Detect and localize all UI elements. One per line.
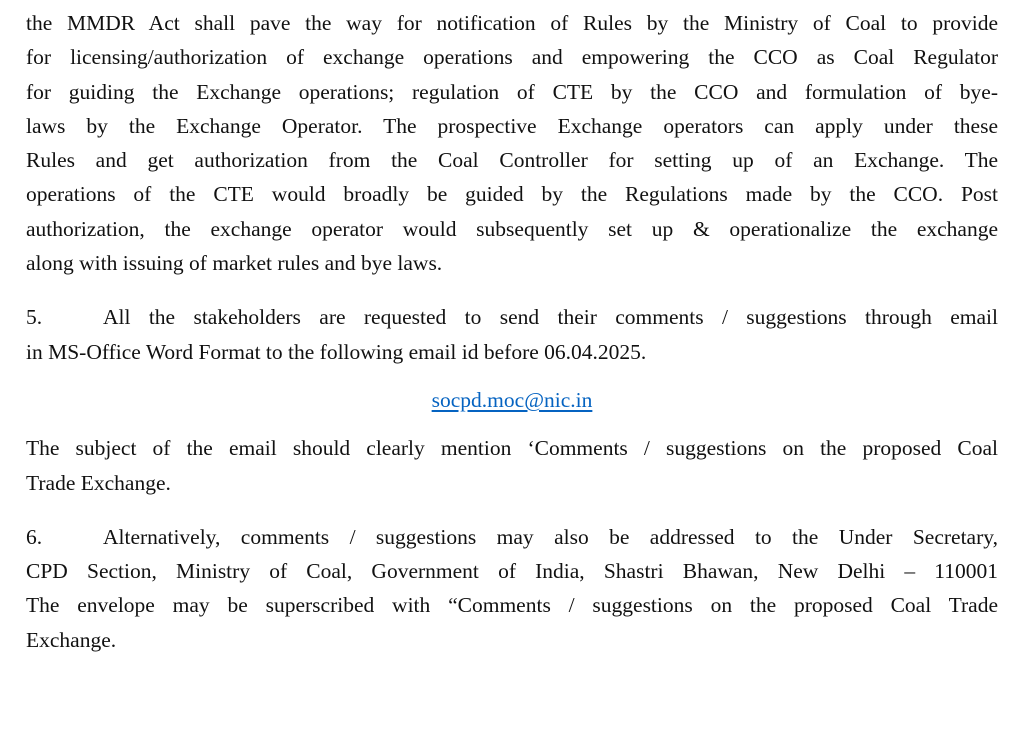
text-line: authorization, the exchange operator would subsequently set up & operationalize the exchange [26, 216, 998, 241]
text-line: along with issuing of market rules and bye laws. [26, 251, 443, 276]
paragraph-number: 5. [26, 305, 43, 330]
paragraph-5 [26, 300, 998, 369]
text-line: Trade Exchange. [26, 470, 171, 495]
paragraph-6-line-1: Alternatively, comments / suggestions may also be addressed to the Under Secretary, [103, 524, 998, 549]
paragraph-6-line-3: The envelope may be superscribed with “Comments / suggestions on the proposed Coal Trade [26, 593, 998, 618]
email-container [26, 383, 998, 417]
text-line: The subject of the email should clearly mention ‘Comments / suggestions on the proposed Coal [26, 436, 998, 461]
spacer [26, 500, 998, 520]
email-link[interactable]: socpd.moc@nic.in [431, 387, 593, 412]
subject-paragraph [26, 431, 998, 500]
paragraph-6 [26, 520, 998, 657]
paragraph-6-line-2: CPD Section, Ministry of Coal, Government of India, Shastri Bhawan, New Delhi – 110001 [26, 559, 998, 584]
paragraph-5-line-2: in MS-Office Word Format to the following email id before 06.04.2025. [26, 339, 647, 364]
text-line: operations of the CTE would broadly be guided by the Regulations made by the CCO. Post [26, 182, 998, 207]
spacer [26, 280, 998, 300]
text-line [26, 520, 998, 554]
text-line: the MMDR Act shall pave the way for notification of Rules by the Ministry of Coal to provide [26, 11, 998, 35]
text-line [26, 300, 998, 334]
text-line: for guiding the Exchange operations; regulation of CTE by the CCO and formulation of bye- [26, 79, 998, 104]
paragraph-number: 6. [26, 524, 43, 549]
text-line: Rules and get authorization from the Coal Controller for setting up of an Exchange. The [26, 148, 998, 173]
document-page [26, 6, 998, 657]
text-line: laws by the Exchange Operator. The prospective Exchange operators can apply under these [26, 113, 998, 138]
text-line: for licensing/authorization of exchange operations and empowering the CCO as Coal Regulator [26, 45, 998, 70]
intro-paragraph [26, 6, 998, 280]
paragraph-6-line-4: Exchange. [26, 627, 117, 652]
spacer [26, 369, 998, 383]
paragraph-5-line-1: All the stakeholders are requested to send their comments / suggestions through email [103, 305, 998, 330]
spacer [26, 417, 998, 431]
